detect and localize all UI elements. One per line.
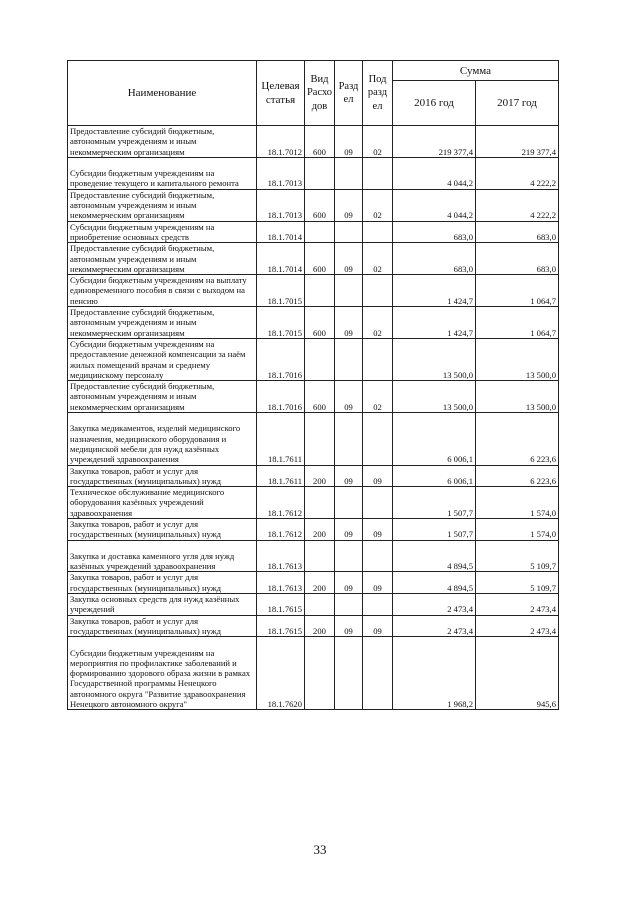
header-sum: Сумма xyxy=(393,61,559,81)
table-row xyxy=(68,338,559,380)
row-target: 18.1.7613 xyxy=(257,572,305,594)
row-podrazdel xyxy=(363,413,393,466)
row-sum-2017: 2 473,4 xyxy=(476,594,559,616)
row-target: 18.1.7013 xyxy=(257,157,305,189)
row-target: 18.1.7013 xyxy=(257,189,305,221)
row-sum-2017: 13 500,0 xyxy=(476,338,559,380)
table-row xyxy=(68,243,559,275)
table-row xyxy=(68,519,559,541)
row-sum-2016: 1 424,7 xyxy=(393,307,476,339)
row-target: 18.1.7016 xyxy=(257,381,305,413)
table-row xyxy=(68,594,559,616)
row-target: 18.1.7620 xyxy=(257,637,305,710)
row-podrazdel: 09 xyxy=(363,615,393,637)
row-vid: 600 xyxy=(305,189,335,221)
row-vid xyxy=(305,413,335,466)
row-sum-2017: 6 223,6 xyxy=(476,413,559,466)
row-razdel: 09 xyxy=(335,465,363,487)
row-target: 18.1.7611 xyxy=(257,465,305,487)
row-sum-2016: 2 473,4 xyxy=(393,594,476,616)
row-razdel xyxy=(335,487,363,519)
row-sum-2016: 6 006,1 xyxy=(393,465,476,487)
row-name: Закупка основных средств для нужд казённых учреждений xyxy=(68,594,257,616)
row-name: Закупка товаров, работ и услуг для государственных (муниципальных) нужд xyxy=(68,465,257,487)
row-podrazdel: 02 xyxy=(363,189,393,221)
row-razdel: 09 xyxy=(335,126,363,158)
row-razdel xyxy=(335,637,363,710)
table-row xyxy=(68,572,559,594)
table-row xyxy=(68,487,559,519)
row-vid: 600 xyxy=(305,307,335,339)
row-vid: 200 xyxy=(305,615,335,637)
row-podrazdel xyxy=(363,637,393,710)
row-razdel: 09 xyxy=(335,243,363,275)
row-podrazdel xyxy=(363,221,393,243)
row-target: 18.1.7612 xyxy=(257,519,305,541)
row-razdel xyxy=(335,594,363,616)
row-vid xyxy=(305,594,335,616)
row-podrazdel xyxy=(363,157,393,189)
row-podrazdel: 02 xyxy=(363,243,393,275)
row-vid xyxy=(305,487,335,519)
row-target: 18.1.7615 xyxy=(257,615,305,637)
row-sum-2016: 4 894,5 xyxy=(393,540,476,572)
row-name: Субсидии бюджетным учреждениям на приобретение основных средств xyxy=(68,221,257,243)
table-row xyxy=(68,540,559,572)
table-row xyxy=(68,381,559,413)
row-podrazdel: 09 xyxy=(363,572,393,594)
row-sum-2017: 683,0 xyxy=(476,243,559,275)
row-sum-2016: 1 507,7 xyxy=(393,519,476,541)
row-sum-2016: 4 044,2 xyxy=(393,157,476,189)
table-row xyxy=(68,275,559,307)
row-name: Предоставление субсидий бюджетным, автономным учреждениям и иным некоммерческим организациям xyxy=(68,243,257,275)
row-podrazdel: 09 xyxy=(363,519,393,541)
row-sum-2017: 2 473,4 xyxy=(476,615,559,637)
table-body xyxy=(68,126,559,710)
row-sum-2017: 4 222,2 xyxy=(476,157,559,189)
row-podrazdel: 09 xyxy=(363,465,393,487)
row-sum-2017: 6 223,6 xyxy=(476,465,559,487)
row-vid: 600 xyxy=(305,243,335,275)
row-name: Закупка товаров, работ и услуг для государственных (муниципальных) нужд xyxy=(68,572,257,594)
row-vid xyxy=(305,637,335,710)
row-razdel: 09 xyxy=(335,189,363,221)
row-vid xyxy=(305,275,335,307)
table-row xyxy=(68,126,559,158)
header-year-2016: 2016 год xyxy=(393,81,476,126)
table-row xyxy=(68,307,559,339)
header-year-2017: 2017 год xyxy=(476,81,559,126)
row-razdel: 09 xyxy=(335,307,363,339)
row-name: Предоставление субсидий бюджетным, автономным учреждениям и иным некоммерческим организациям xyxy=(68,307,257,339)
row-target: 18.1.7014 xyxy=(257,243,305,275)
row-sum-2017: 1 064,7 xyxy=(476,275,559,307)
row-vid xyxy=(305,338,335,380)
table-header xyxy=(68,61,559,126)
row-sum-2016: 13 500,0 xyxy=(393,338,476,380)
row-razdel xyxy=(335,413,363,466)
row-razdel xyxy=(335,275,363,307)
row-sum-2016: 219 377,4 xyxy=(393,126,476,158)
row-name: Техническое обслуживание медицинского оборудования казённых учреждений здравоохранения xyxy=(68,487,257,519)
row-name: Закупка медикаментов, изделий медицинского назначения, медицинского оборудования и медицинской мебели для нужд казённых учреждений здравоохранения xyxy=(68,413,257,466)
row-podrazdel xyxy=(363,594,393,616)
row-sum-2017: 219 377,4 xyxy=(476,126,559,158)
row-podrazdel xyxy=(363,540,393,572)
row-sum-2016: 1 507,7 xyxy=(393,487,476,519)
page-number: 33 xyxy=(313,842,327,857)
row-sum-2016: 683,0 xyxy=(393,243,476,275)
row-name: Субсидии бюджетным учреждениям на проведение текущего и капитального ремонта xyxy=(68,157,257,189)
row-vid: 200 xyxy=(305,465,335,487)
row-sum-2017: 1 574,0 xyxy=(476,519,559,541)
row-sum-2016: 6 006,1 xyxy=(393,413,476,466)
table-row xyxy=(68,221,559,243)
row-razdel: 09 xyxy=(335,519,363,541)
row-target: 18.1.7014 xyxy=(257,221,305,243)
budget-table xyxy=(67,60,559,710)
row-razdel: 09 xyxy=(335,615,363,637)
row-sum-2017: 1 064,7 xyxy=(476,307,559,339)
row-sum-2017: 5 109,7 xyxy=(476,540,559,572)
row-name: Субсидии бюджетным учреждениям на мероприятия по профилактике заболеваний и формированию здорового образа жизни в рамках Государственной программы Ненецкого автономного округа "Развитие здравоохранения Ненецкого автономного округа" xyxy=(68,637,257,710)
header-target: Целевая статья xyxy=(257,61,305,126)
row-podrazdel: 02 xyxy=(363,126,393,158)
row-sum-2016: 683,0 xyxy=(393,221,476,243)
row-sum-2017: 13 500,0 xyxy=(476,381,559,413)
header-podrazdel: Под разд ел xyxy=(363,61,393,126)
row-sum-2016: 4 894,5 xyxy=(393,572,476,594)
header-vid: Вид Расхо дов xyxy=(305,61,335,126)
row-sum-2016: 1 424,7 xyxy=(393,275,476,307)
row-podrazdel: 02 xyxy=(363,381,393,413)
table-row xyxy=(68,615,559,637)
row-sum-2017: 4 222,2 xyxy=(476,189,559,221)
row-name: Субсидии бюджетным учреждениям на предоставление денежной компенсации за наём жилых помещений врачам и среднему медицинскому персоналу xyxy=(68,338,257,380)
row-target: 18.1.7015 xyxy=(257,275,305,307)
row-vid xyxy=(305,221,335,243)
row-target: 18.1.7615 xyxy=(257,594,305,616)
row-podrazdel xyxy=(363,338,393,380)
table-row xyxy=(68,413,559,466)
row-vid: 600 xyxy=(305,126,335,158)
table-row xyxy=(68,189,559,221)
row-sum-2017: 945,6 xyxy=(476,637,559,710)
row-target: 18.1.7012 xyxy=(257,126,305,158)
row-name: Закупка и доставка каменного угля для нужд казённых учреждений здравоохранения xyxy=(68,540,257,572)
row-vid xyxy=(305,540,335,572)
row-target: 18.1.7015 xyxy=(257,307,305,339)
row-vid: 600 xyxy=(305,381,335,413)
row-name: Субсидии бюджетным учреждениям на выплату единовременного пособия в связи с выходом на пенсию xyxy=(68,275,257,307)
row-sum-2017: 5 109,7 xyxy=(476,572,559,594)
header-name: Наименование xyxy=(68,61,257,126)
table-row xyxy=(68,637,559,710)
row-razdel xyxy=(335,157,363,189)
row-vid: 200 xyxy=(305,519,335,541)
row-sum-2017: 683,0 xyxy=(476,221,559,243)
row-razdel xyxy=(335,540,363,572)
row-vid: 200 xyxy=(305,572,335,594)
row-podrazdel: 02 xyxy=(363,307,393,339)
row-vid xyxy=(305,157,335,189)
row-target: 18.1.7612 xyxy=(257,487,305,519)
row-target: 18.1.7016 xyxy=(257,338,305,380)
table-row xyxy=(68,465,559,487)
row-razdel: 09 xyxy=(335,381,363,413)
row-name: Предоставление субсидий бюджетным, автономным учреждениям и иным некоммерческим организациям xyxy=(68,189,257,221)
row-podrazdel xyxy=(363,487,393,519)
row-sum-2016: 13 500,0 xyxy=(393,381,476,413)
row-name: Предоставление субсидий бюджетным, автономным учреждениям и иным некоммерческим организациям xyxy=(68,126,257,158)
row-name: Закупка товаров, работ и услуг для государственных (муниципальных) нужд xyxy=(68,519,257,541)
row-razdel xyxy=(335,221,363,243)
row-razdel xyxy=(335,338,363,380)
row-sum-2016: 1 968,2 xyxy=(393,637,476,710)
row-name: Предоставление субсидий бюджетным, автономным учреждениям и иным некоммерческим организациям xyxy=(68,381,257,413)
row-podrazdel xyxy=(363,275,393,307)
row-razdel: 09 xyxy=(335,572,363,594)
row-sum-2016: 2 473,4 xyxy=(393,615,476,637)
table-row xyxy=(68,157,559,189)
row-sum-2017: 1 574,0 xyxy=(476,487,559,519)
row-sum-2016: 4 044,2 xyxy=(393,189,476,221)
row-target: 18.1.7613 xyxy=(257,540,305,572)
row-name: Закупка товаров, работ и услуг для государственных (муниципальных) нужд xyxy=(68,615,257,637)
row-target: 18.1.7611 xyxy=(257,413,305,466)
header-razdel: Разд ел xyxy=(335,61,363,126)
